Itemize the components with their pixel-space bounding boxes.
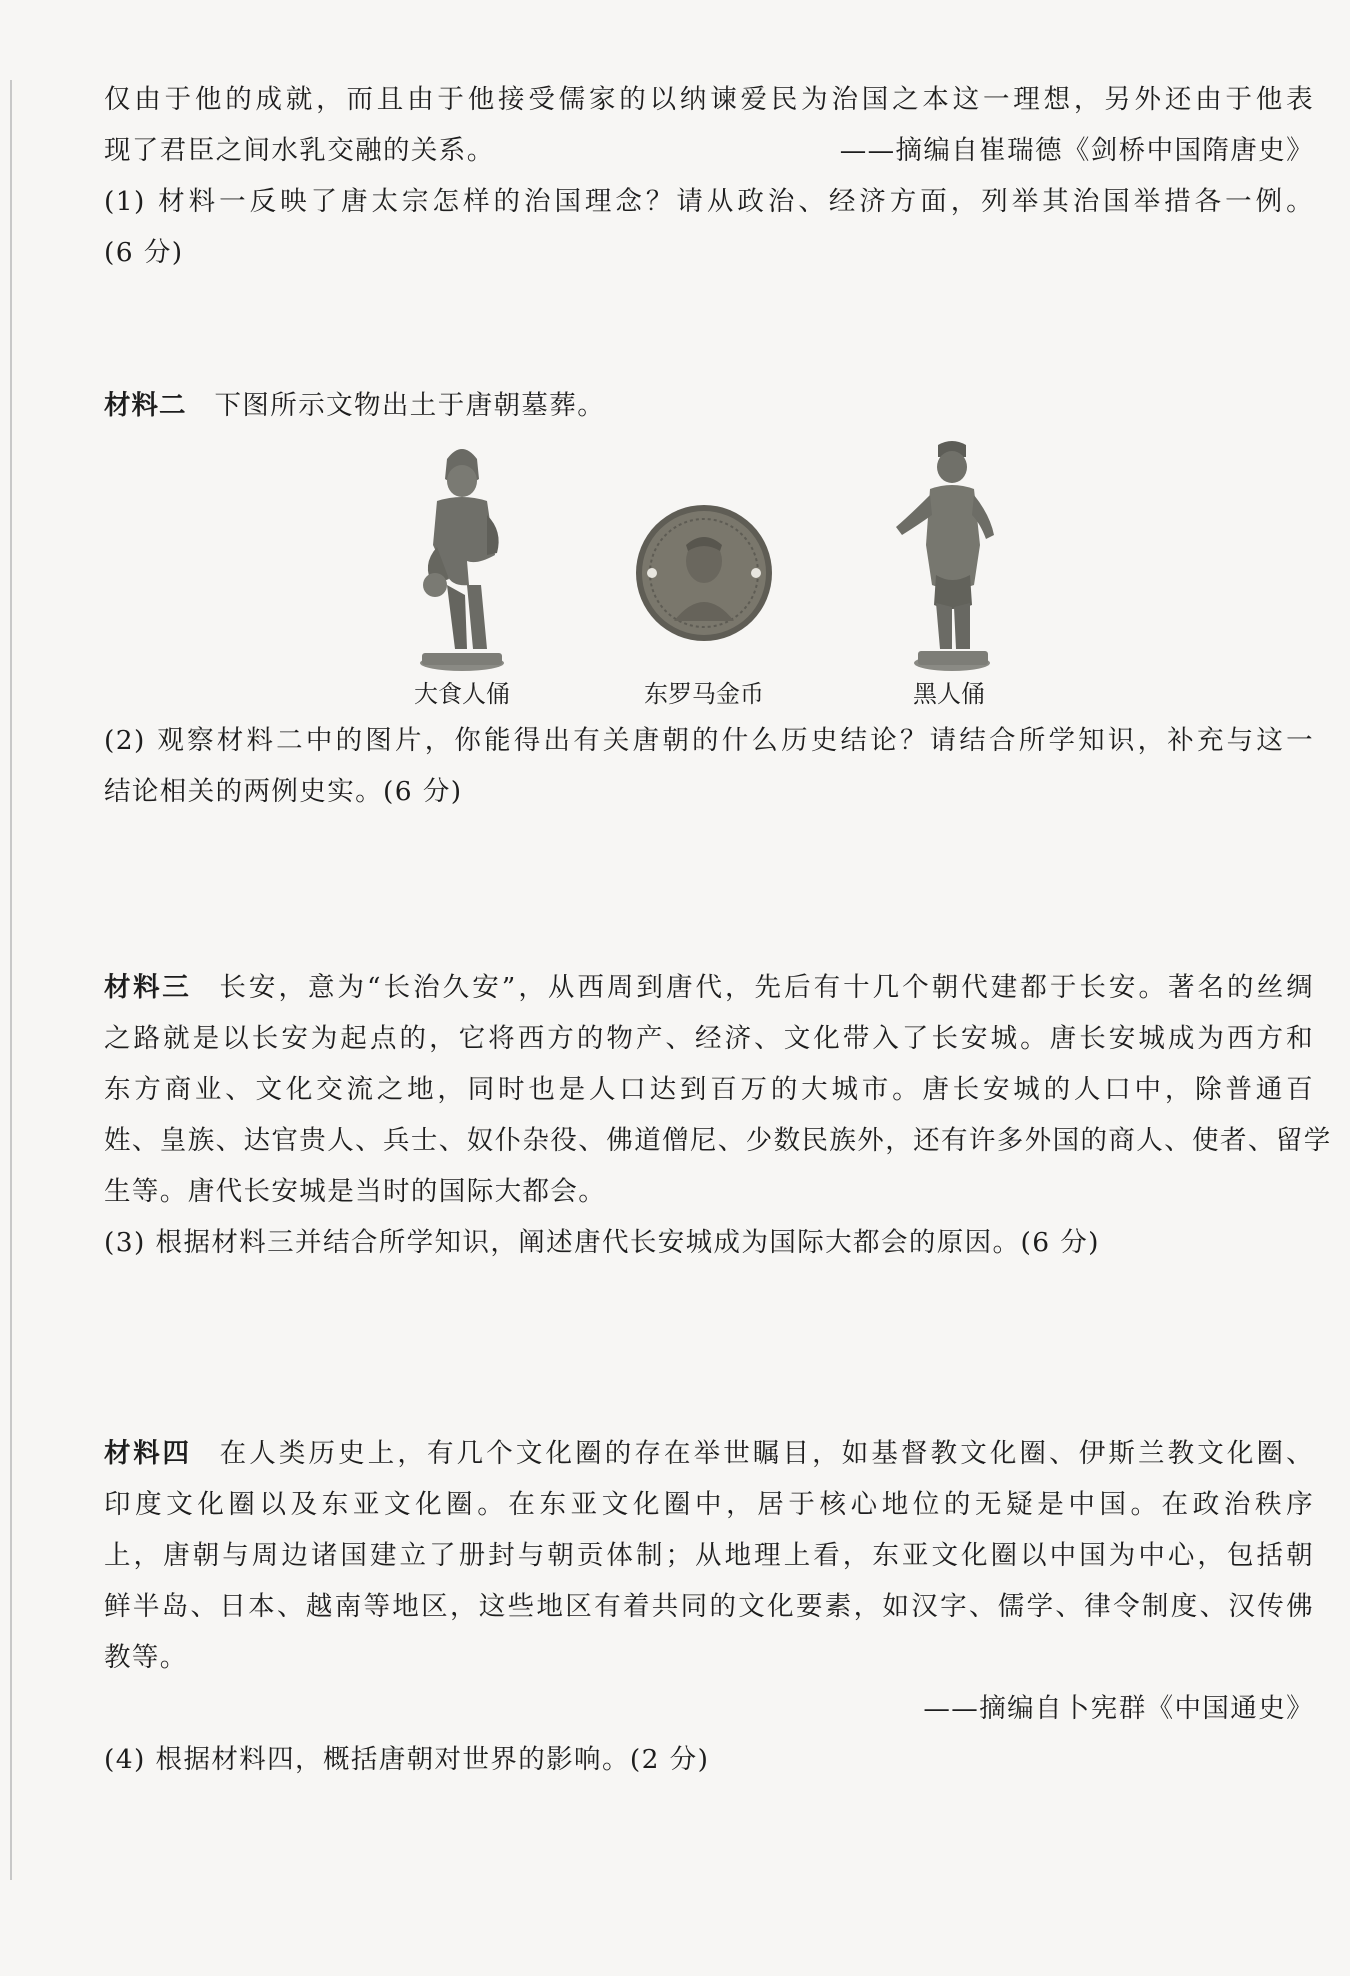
material3-label: 材料三 xyxy=(104,972,192,1003)
question3-line-1: (3) 根据材料三并结合所学知识，阐述唐代长安城成为国际大都会的原因。(6 分) xyxy=(104,1227,1100,1258)
material3-line-4: 姓、皇族、达官贵人、兵士、奴仆杂役、佛道僧尼、少数民族外，还有许多外国的商人、使者、留学 xyxy=(104,1125,1332,1156)
figurine-statue-icon xyxy=(407,435,517,675)
answer-space-2 xyxy=(104,817,1314,962)
material4-line-2: 印度文化圈以及东亚文化圈。在东亚文化圈中，居于核心地位的无疑是中国。在政治秩序 xyxy=(104,1489,1314,1520)
page-margin-line xyxy=(10,80,12,1880)
answer-space-3 xyxy=(104,1268,1314,1428)
material2-label: 材料二 xyxy=(104,390,187,421)
material4-text-1: 在人类历史上，有几个文化圈的存在举世瞩目，如基督教文化圈、伊斯兰教文化圈、 xyxy=(219,1438,1314,1469)
caption-byzantine-coin: 东罗马金币 xyxy=(644,680,764,708)
material2-text: 下图所示文物出土于唐朝墓葬。 xyxy=(214,390,606,421)
material1-line-2-text: 现了君臣之间水乳交融的关系。 xyxy=(104,135,495,166)
material3-line-1 xyxy=(104,962,1314,1013)
material3-line-5: 生等。唐代长安城是当时的国际大都会。 xyxy=(104,1176,607,1207)
figurine-statue-icon xyxy=(890,435,1010,675)
question1-line-1: (1) 材料一反映了唐太宗怎样的治国理念？请从政治、经济方面，列举其治国举措各一例。 xyxy=(104,186,1314,217)
material1-line-2 xyxy=(104,125,1314,176)
caption-arab-figurine: 大食人俑 xyxy=(414,680,510,708)
caption-black-figurine: 黑人俑 xyxy=(913,680,985,708)
gold-coin-icon xyxy=(634,503,774,643)
question2-line-1: (2) 观察材料二中的图片，你能得出有关唐朝的什么历史结论？请结合所学知识，补充与这一 xyxy=(104,725,1314,756)
material1-line-1: 仅由于他的成就，而且由于他接受儒家的以纳谏爱民为治国之本这一理想，另外还由于他表 xyxy=(104,84,1314,115)
exam-page xyxy=(104,74,1332,1785)
question2-line-2: 结论相关的两例史实。(6 分) xyxy=(104,776,463,807)
question1-line-2: (6 分) xyxy=(104,237,184,268)
material4-line-5: 教等。 xyxy=(104,1642,188,1673)
artifact-figures xyxy=(104,435,1314,715)
answer-space-1 xyxy=(104,278,1314,380)
material3-line-2: 之路就是以长安为起点的，它将西方的物产、经济、文化带入了长安城。唐长安城成为西方和 xyxy=(104,1023,1314,1054)
material3-line-3: 东方商业、文化交流之地，同时也是人口达到百万的大城市。唐长安城的人口中，除普通百 xyxy=(104,1074,1314,1105)
material1-source: ——摘编自崔瑞德《剑桥中国隋唐史》 xyxy=(839,135,1314,166)
material4-line-4: 鲜半岛、日本、越南等地区，这些地区有着共同的文化要素，如汉字、儒学、律令制度、汉传佛 xyxy=(104,1591,1314,1622)
question4-line-1: (4) 根据材料四，概括唐朝对世界的影响。(2 分) xyxy=(104,1744,710,1775)
material4-line-3: 上，唐朝与周边诸国建立了册封与朝贡体制；从地理上看，东亚文化圈以中国为中心，包括朝 xyxy=(104,1540,1314,1571)
material4-label: 材料四 xyxy=(104,1438,192,1469)
material4-line-1 xyxy=(104,1428,1314,1479)
material2-heading xyxy=(104,380,1314,431)
material4-source: ——摘编自卜宪群《中国通史》 xyxy=(923,1693,1314,1724)
material3-text-1: 长安，意为“长治久安”，从西周到唐代，先后有十几个朝代建都于长安。著名的丝绸 xyxy=(219,972,1314,1003)
